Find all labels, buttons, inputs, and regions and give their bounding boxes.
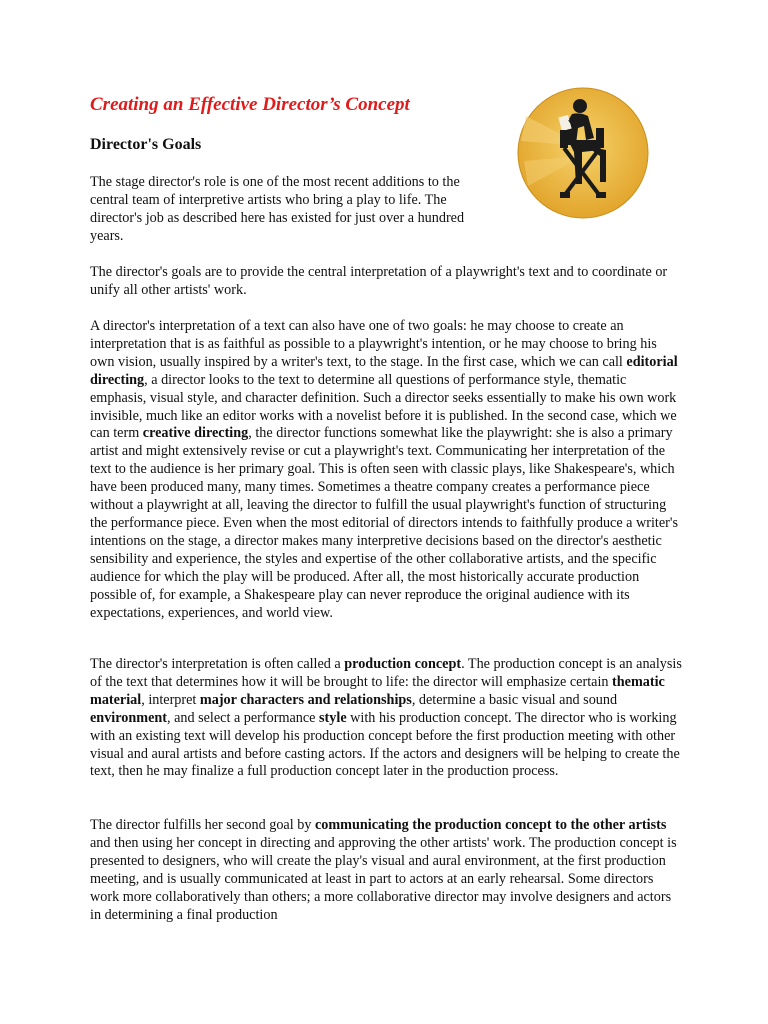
bold-term: environment (90, 709, 167, 726)
bold-term: thematic material (90, 673, 665, 708)
bold-term: major characters and relationships (199, 691, 412, 708)
bold-term: communicating the production concept to the other artists (314, 817, 667, 833)
text-run: , and select a performance (166, 709, 320, 726)
text-run: , interpret (141, 691, 200, 708)
section-heading: Director's Goals (90, 136, 202, 153)
text-run: The director fulfills her second goal by (90, 817, 315, 833)
text-run: A director's interpretation of a text can also have one of two goals: he may choose to create an interpretation that is as faithful as possible to a playwright's intention, or he may choose to bring his own vision, usually inspired by a writer's text, to the stage. In the first case, which we can call (90, 318, 657, 370)
bold-term: creative directing (142, 425, 249, 442)
director-chair-silhouette-icon (516, 86, 650, 220)
text-run: with his production concept. The director who is working with an existing text will develop his production concept before the first production meeting with other visual and aural artists and before casting actors. If the actors and designers will be helping to create the text, then he may finalize a full production concept later in the production process. (90, 709, 680, 780)
document-title: Creating an Effective Director’s Concept (90, 94, 410, 115)
bold-term: style (319, 709, 347, 726)
paragraph-interpretation (90, 318, 682, 622)
text-run: , the director functions somewhat like the playwright: she is also a primary artist and might extensively revise or cut a playwright's text. Communicating her interpretation of the text to the audience is her primary goal. This is often seen with classic plays, like Shakespeare's, which have been produced many, many times. Sometimes a theatre company creates a performance piece without a playwright at all, leaving the director to fulfill the usual playwright's function of structuring the performance piece. Even when the most editorial of directors intends to faithfully produce a writer's intentions on the stage, a director makes many interpretive decisions based on the director's aesthetic sensibility and experience, the styles and expertise of the other collaborative artists, and the specific audience for which the play will be produced. After all, the most historically accurate production possible of, for example, a Shakespeare play can never reproduce the original audience with its expectations, experiences, and world view. (90, 425, 678, 621)
paragraph-communication (90, 817, 682, 924)
text-run: , determine a basic visual and sound (411, 691, 618, 708)
bold-term: editorial directing (90, 353, 678, 388)
paragraph-production-concept (90, 656, 682, 781)
text-run: and then using her concept in directing and approving the other artists' work. The production concept is presented to designers, who will create the play's visual and aural environment, at the first production meeting, and is usually communicated at least in part to actors at an early rehearsal. Some directors work more collaboratively than others; a more collaborative director may involve designers and actors in determining a final production (90, 834, 677, 923)
text-run: The director's interpretation is often called a (90, 656, 345, 672)
paragraph-goals: The director's goals are to provide the central interpretation of a playwright's text and to coordinate or unify all other artists' work. (90, 264, 668, 298)
paragraph-intro: The stage director's role is one of the most recent additions to the central team of interpretive artists who bring a play to life. The director's job as described here has existed for just over a hundred years. (90, 174, 465, 244)
text-run: . The production concept is an analysis of the text that determines how it will be brought to life: the director will emphasize certain (90, 656, 682, 690)
bold-term: production concept (344, 656, 462, 672)
text-run: , a director looks to the text to determine all questions of performance style, thematic emphasis, visual style, and character definition. Such a director seeks essentially to make his own work invisible, much like an editor works with a novelist before it is published. In the second case, which we can term (90, 371, 677, 442)
